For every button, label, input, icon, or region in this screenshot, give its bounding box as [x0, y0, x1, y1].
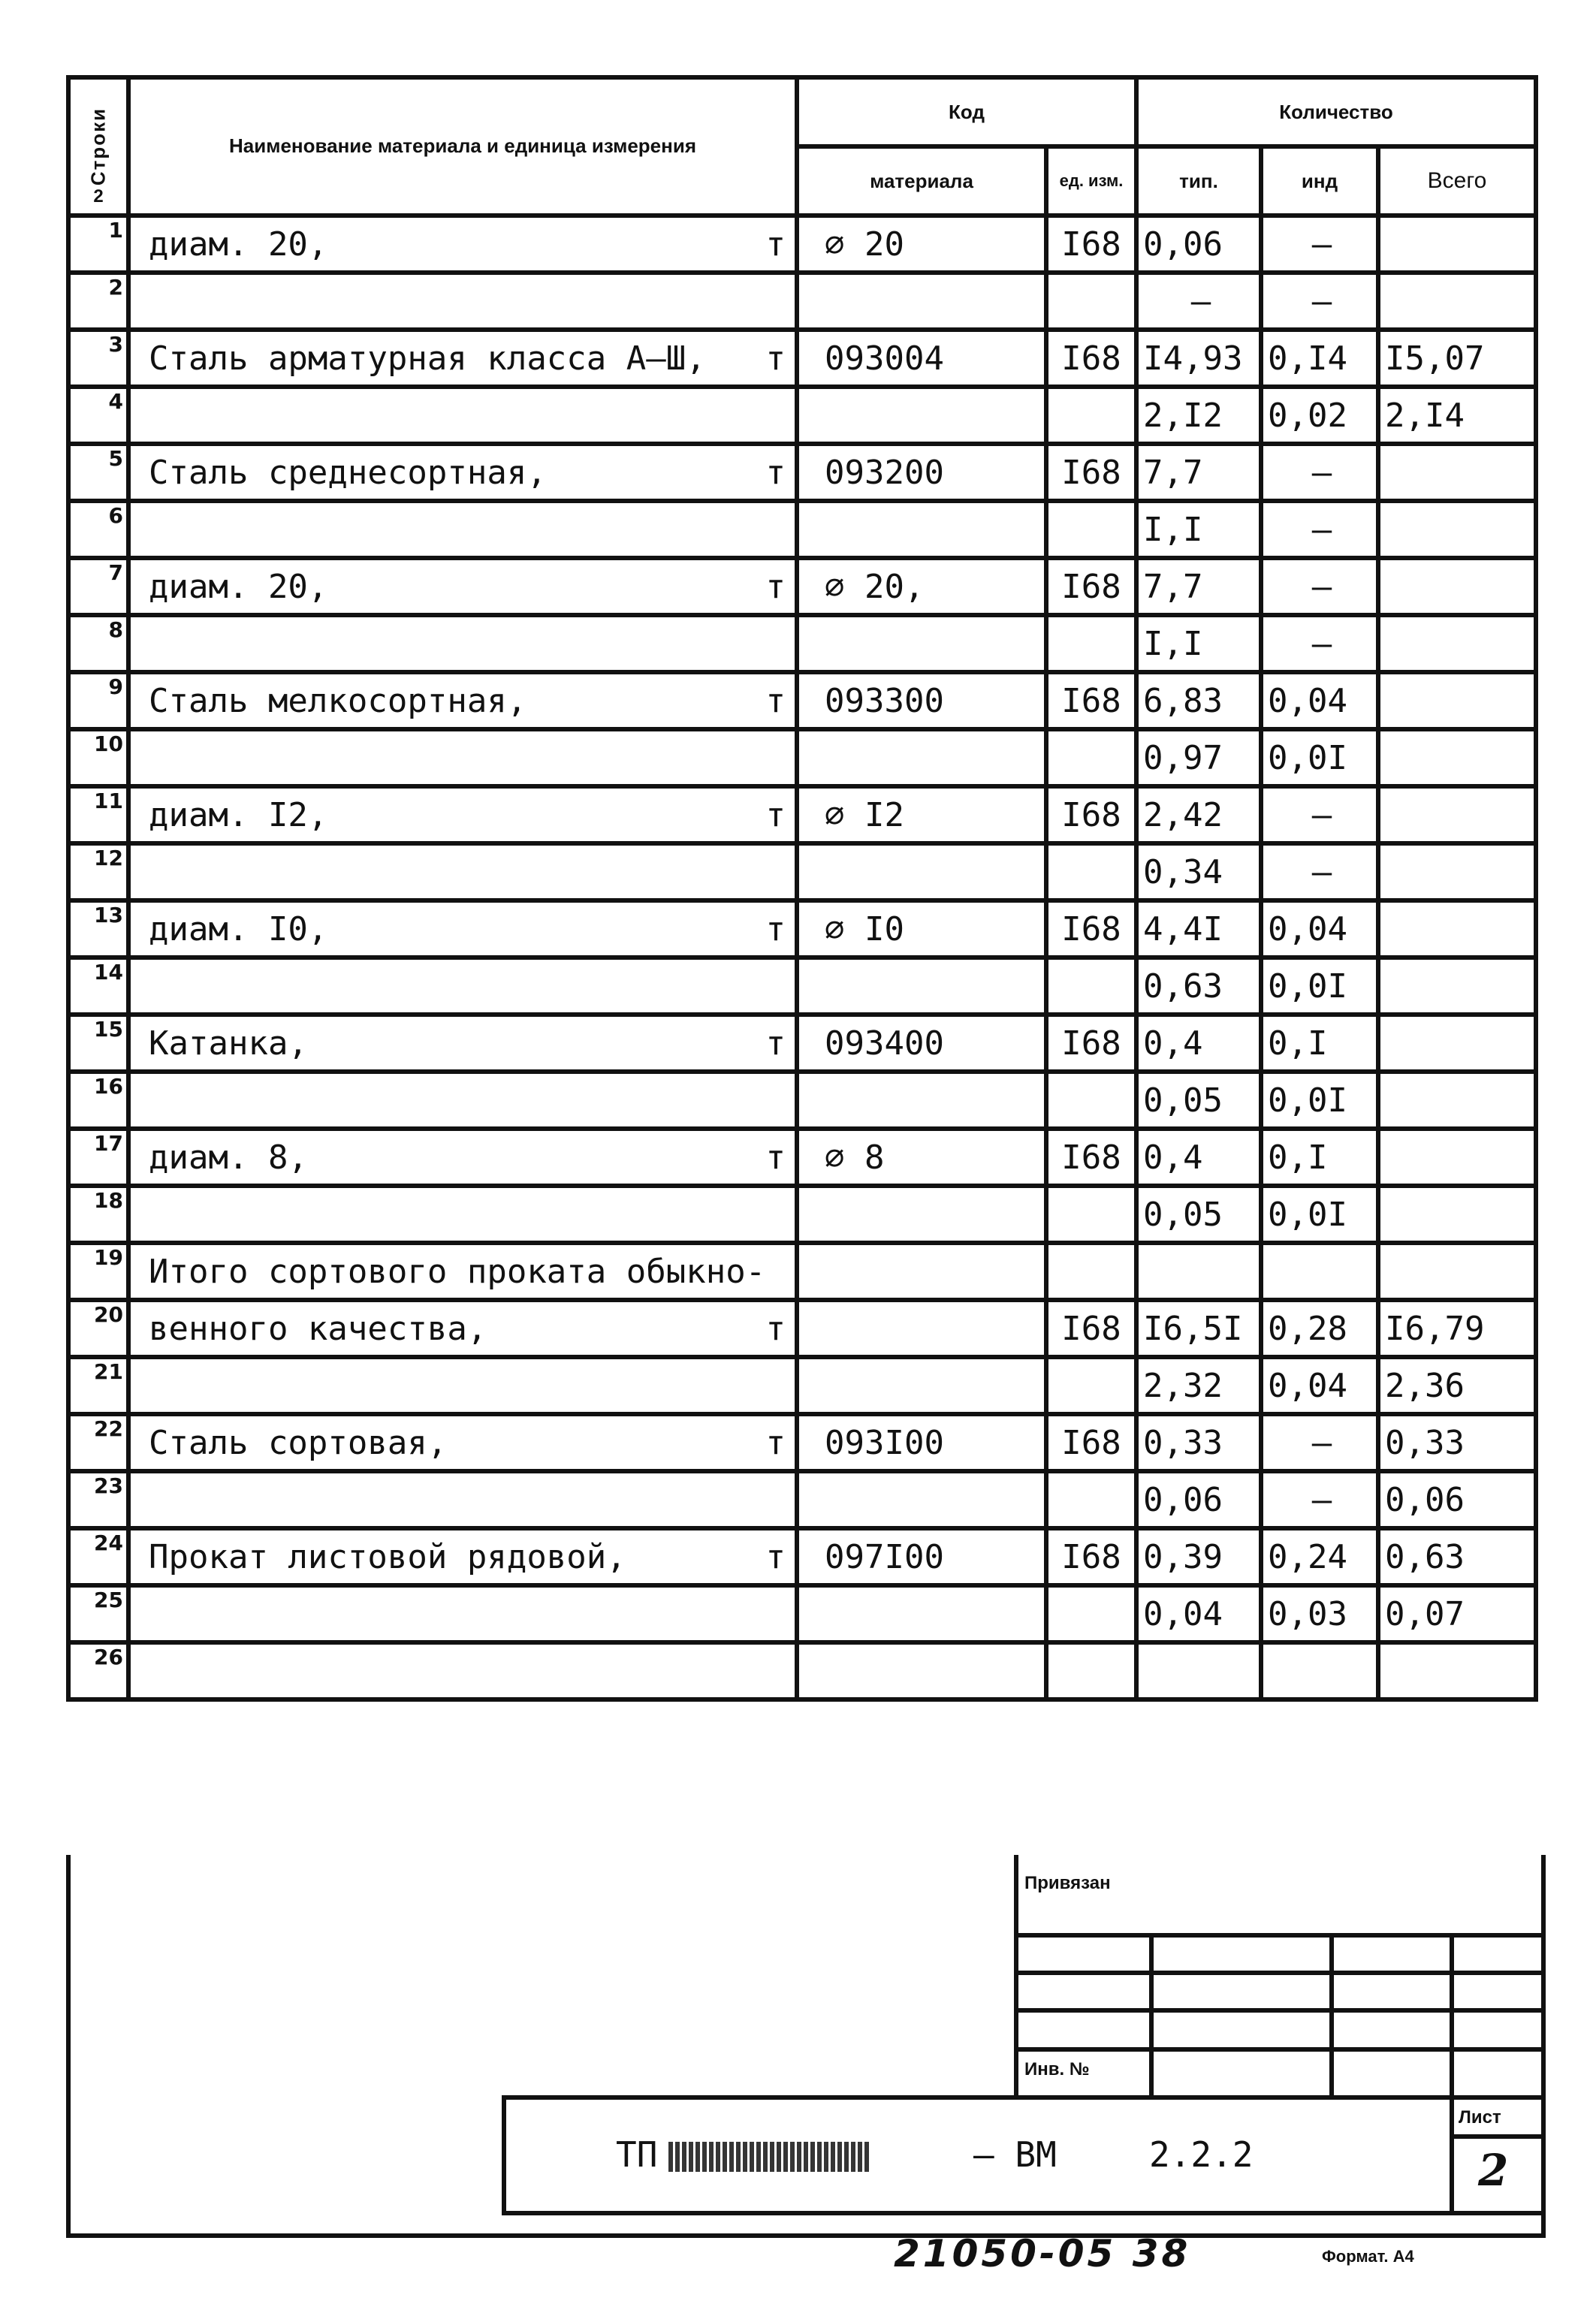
material-code: [797, 615, 1046, 672]
unit-code: [1046, 1243, 1136, 1300]
qty-ind: –: [1261, 615, 1378, 672]
material-name-cell: [128, 387, 797, 444]
qty-ind: 0,28: [1261, 1300, 1378, 1357]
row-number: 6: [68, 501, 128, 558]
qty-total: [1378, 1243, 1536, 1300]
material-code: [797, 273, 1046, 330]
table-row: [68, 957, 1536, 1015]
material-code: [797, 1072, 1046, 1129]
qty-typ: 2,I2: [1136, 387, 1261, 444]
material-name: Прокат листовой рядовой,: [149, 1537, 626, 1576]
material-code: [797, 501, 1046, 558]
row-number: 2: [68, 273, 128, 330]
row-number: 14: [68, 957, 128, 1015]
unit-code: I68: [1046, 900, 1136, 957]
table-row: [68, 216, 1536, 273]
qty-typ: 0,63: [1136, 957, 1261, 1015]
qty-typ: 0,34: [1136, 843, 1261, 900]
material-code: 093200: [797, 444, 1046, 501]
table-body: [68, 216, 1536, 1699]
row-number: 21: [68, 1357, 128, 1414]
table-row: [68, 900, 1536, 957]
sheet-label: Лист: [1459, 2107, 1501, 2128]
qty-typ: 0,04: [1136, 1585, 1261, 1642]
material-code: [797, 1357, 1046, 1414]
material-name-cell: [128, 672, 797, 729]
attach-vline-1: [1149, 1933, 1154, 2095]
material-code: [797, 1471, 1046, 1528]
material-name-wrap: [149, 1538, 795, 1576]
table-row: [68, 843, 1536, 900]
row-number: 13: [68, 900, 128, 957]
row-number: 12: [68, 843, 128, 900]
unit-code: [1046, 843, 1136, 900]
qty-ind: 0,I: [1261, 1129, 1378, 1186]
qty-total: [1378, 786, 1536, 843]
material-code: [797, 729, 1046, 786]
material-code: [797, 1300, 1046, 1357]
qty-typ: 7,7: [1136, 558, 1261, 615]
material-unit: т: [765, 681, 786, 720]
unit-code: I68: [1046, 558, 1136, 615]
material-code: ∅ I2: [797, 786, 1046, 843]
quantity-group-header: Количество: [1136, 77, 1536, 146]
unit-code: [1046, 1585, 1136, 1642]
material-code: [797, 1243, 1046, 1300]
material-code: [797, 843, 1046, 900]
material-name: диам. 20,: [149, 225, 328, 264]
material-name-cell: [128, 1585, 797, 1642]
material-unit: т: [765, 225, 786, 264]
qty-ind: 0,04: [1261, 900, 1378, 957]
qty-total: [1378, 1015, 1536, 1072]
qty-typ: 0,06: [1136, 1471, 1261, 1528]
material-name-cell: [128, 1129, 797, 1186]
qty-total: [1378, 1129, 1536, 1186]
qty-typ: 2,42: [1136, 786, 1261, 843]
unit-code: [1046, 1471, 1136, 1528]
row-number: 22: [68, 1414, 128, 1471]
material-code: [797, 957, 1046, 1015]
qty-total: [1378, 957, 1536, 1015]
qty-total: 2,36: [1378, 1357, 1536, 1414]
qty-typ: 0,33: [1136, 1414, 1261, 1471]
row-number: 23: [68, 1471, 128, 1528]
row-number: 20: [68, 1300, 128, 1357]
qty-ind: [1261, 1642, 1378, 1699]
material-name-header: Наименование материала и единица измерения: [128, 77, 797, 216]
row-number: 7: [68, 558, 128, 615]
unit-code: I68: [1046, 444, 1136, 501]
table-row: [68, 615, 1536, 672]
qty-typ: I4,93: [1136, 330, 1261, 387]
table-row: [68, 273, 1536, 330]
material-name-cell: [128, 1528, 797, 1585]
row-number: 3: [68, 330, 128, 387]
table-row: [68, 729, 1536, 786]
material-name: диам. I0,: [149, 909, 328, 948]
material-name-cell: [128, 501, 797, 558]
qty-total: [1378, 501, 1536, 558]
material-name-cell: [128, 1414, 797, 1471]
material-code: [797, 387, 1046, 444]
unit-code: I68: [1046, 1129, 1136, 1186]
material-name: венного качества,: [149, 1309, 487, 1348]
material-code: ∅ 20,: [797, 558, 1046, 615]
qty-ind: –: [1261, 786, 1378, 843]
qty-typ: 2,32: [1136, 1357, 1261, 1414]
table-row: [68, 1414, 1536, 1471]
qty-total: [1378, 216, 1536, 273]
qty-total: [1378, 729, 1536, 786]
qty-ind-header: инд: [1261, 146, 1378, 216]
row-number: 9: [68, 672, 128, 729]
qty-ind: –: [1261, 501, 1378, 558]
qty-total: [1378, 615, 1536, 672]
unit-code: I68: [1046, 216, 1136, 273]
material-unit: т: [765, 1138, 786, 1177]
unit-code: [1046, 273, 1136, 330]
material-code: 093004: [797, 330, 1046, 387]
material-unit: т: [765, 339, 786, 378]
unit-code: [1046, 1072, 1136, 1129]
qty-typ: 0,06: [1136, 216, 1261, 273]
qty-total: 0,06: [1378, 1471, 1536, 1528]
attach-rule-3: [1014, 2008, 1546, 2013]
qty-total: I6,79: [1378, 1300, 1536, 1357]
material-code: ∅ 8: [797, 1129, 1046, 1186]
material-unit: т: [765, 1309, 786, 1348]
material-name-cell: [128, 1642, 797, 1699]
document-code-redacted: [668, 2142, 871, 2172]
unit-code: [1046, 957, 1136, 1015]
material-name: Сталь арматурная класса А–Ш,: [149, 339, 706, 378]
unit-code: [1046, 1642, 1136, 1699]
qty-ind: 0,I: [1261, 1015, 1378, 1072]
unit-code: I68: [1046, 1300, 1136, 1357]
qty-typ: I,I: [1136, 501, 1261, 558]
qty-total: 0,63: [1378, 1528, 1536, 1585]
material-code: ∅ I0: [797, 900, 1046, 957]
material-name: диам. 8,: [149, 1138, 308, 1177]
material-code: [797, 1642, 1046, 1699]
qty-total-header: Всего: [1378, 146, 1536, 216]
material-name-cell: [128, 1072, 797, 1129]
attach-rule-4: [1014, 2047, 1546, 2052]
title-sheet-divider: [1450, 2095, 1454, 2215]
row-number: 19: [68, 1243, 128, 1300]
qty-typ: 6,83: [1136, 672, 1261, 729]
unit-code: [1046, 1186, 1136, 1243]
material-name-cell: [128, 444, 797, 501]
table-row: [68, 1072, 1536, 1129]
qty-total: [1378, 558, 1536, 615]
row-number: 10: [68, 729, 128, 786]
material-name-cell: [128, 900, 797, 957]
material-unit: т: [765, 909, 786, 948]
row-number: 17: [68, 1129, 128, 1186]
material-name: Итого сортового проката обыкно-: [149, 1252, 766, 1291]
qty-ind: 0,04: [1261, 672, 1378, 729]
material-name-cell: [128, 1357, 797, 1414]
material-name: диам. I2,: [149, 795, 328, 834]
qty-ind: –: [1261, 1414, 1378, 1471]
unit-code: [1046, 501, 1136, 558]
attach-rule-2: [1014, 1971, 1546, 1975]
row-number: 18: [68, 1186, 128, 1243]
qty-ind: 0,02: [1261, 387, 1378, 444]
material-name-cell: [128, 1471, 797, 1528]
material-name-cell: [128, 1300, 797, 1357]
unit-code: I68: [1046, 786, 1136, 843]
table-row: [68, 501, 1536, 558]
qty-typ: 4,4I: [1136, 900, 1261, 957]
qty-typ-header: тип.: [1136, 146, 1261, 216]
unit-code: I68: [1046, 330, 1136, 387]
qty-typ: [1136, 1243, 1261, 1300]
qty-typ: 0,4: [1136, 1129, 1261, 1186]
qty-total: 0,33: [1378, 1414, 1536, 1471]
table-row: [68, 672, 1536, 729]
qty-ind: 0,0I: [1261, 957, 1378, 1015]
material-name-cell: [128, 330, 797, 387]
table-row: [68, 1585, 1536, 1642]
material-code: 097I00: [797, 1528, 1046, 1585]
qty-total: 0,07: [1378, 1585, 1536, 1642]
table-row: [68, 387, 1536, 444]
qty-total: [1378, 1186, 1536, 1243]
material-name-wrap: [149, 682, 795, 720]
materials-table: [66, 75, 1538, 1702]
material-name: Сталь сортовая,: [149, 1423, 448, 1462]
material-name-wrap: [149, 339, 795, 378]
qty-ind: –: [1261, 273, 1378, 330]
row-number: 24: [68, 1528, 128, 1585]
qty-total: [1378, 444, 1536, 501]
attach-vline-2: [1329, 1933, 1334, 2095]
document-code-number: 2.2.2: [1149, 2134, 1254, 2175]
material-unit: т: [765, 1537, 786, 1576]
table-row: [68, 1357, 1536, 1414]
material-name-wrap: [149, 1138, 795, 1177]
material-unit: т: [765, 453, 786, 492]
row-number: 11: [68, 786, 128, 843]
material-unit: т: [765, 1423, 786, 1462]
material-name-wrap: [149, 796, 795, 834]
unit-code: I68: [1046, 1015, 1136, 1072]
qty-ind: –: [1261, 843, 1378, 900]
qty-typ: [1136, 1642, 1261, 1699]
table-row: [68, 1186, 1536, 1243]
format-label: Формат. А4: [1322, 2247, 1414, 2266]
code-group-header: Код: [797, 77, 1136, 146]
qty-ind: 0,0I: [1261, 1186, 1378, 1243]
qty-total: I5,07: [1378, 330, 1536, 387]
material-name-cell: [128, 615, 797, 672]
unit-code: [1046, 1357, 1136, 1414]
table-row: [68, 558, 1536, 615]
material-name-wrap: [149, 910, 795, 948]
material-name: Катанка,: [149, 1024, 308, 1063]
qty-typ: I6,5I: [1136, 1300, 1261, 1357]
table-row: [68, 786, 1536, 843]
table-row: [68, 330, 1536, 387]
material-name-wrap: [149, 225, 795, 264]
material-code: [797, 1585, 1046, 1642]
qty-ind: 0,04: [1261, 1357, 1378, 1414]
material-name-cell: [128, 786, 797, 843]
qty-ind: 0,0I: [1261, 729, 1378, 786]
qty-total: [1378, 1642, 1536, 1699]
qty-total: 2,I4: [1378, 387, 1536, 444]
table-row: [68, 1243, 1536, 1300]
qty-total: [1378, 672, 1536, 729]
attach-vline-3: [1450, 1933, 1454, 2095]
material-name-cell: [128, 1243, 797, 1300]
material-name-wrap: [149, 1024, 795, 1063]
unit-code: I68: [1046, 1528, 1136, 1585]
unit-code-header: ед. изм.: [1046, 146, 1136, 216]
material-code: 093300: [797, 672, 1046, 729]
material-code-header: материала: [797, 146, 1046, 216]
row-number: 16: [68, 1072, 128, 1129]
unit-code: [1046, 615, 1136, 672]
qty-ind: –: [1261, 558, 1378, 615]
qty-ind: [1261, 1243, 1378, 1300]
material-name-wrap: [149, 454, 795, 492]
attach-rule-1: [1014, 1933, 1546, 1938]
qty-total: [1378, 843, 1536, 900]
table-row: [68, 1528, 1536, 1585]
qty-typ: I,I: [1136, 615, 1261, 672]
table-row: [68, 1129, 1536, 1186]
qty-total: [1378, 1072, 1536, 1129]
unit-code: [1046, 729, 1136, 786]
material-name-cell: [128, 729, 797, 786]
material-unit: т: [765, 567, 786, 606]
qty-ind: 0,24: [1261, 1528, 1378, 1585]
inventory-number-label: Инв. №: [1024, 2059, 1090, 2079]
unit-code: I68: [1046, 1414, 1136, 1471]
row-number: 25: [68, 1585, 128, 1642]
sheet-number: 2: [1478, 2145, 1509, 2196]
row-number: 4: [68, 387, 128, 444]
material-name-cell: [128, 957, 797, 1015]
qty-ind: –: [1261, 444, 1378, 501]
row-number: 26: [68, 1642, 128, 1699]
title-sheet-hrule: [1450, 2134, 1546, 2139]
document-code-suffix: – ВМ: [973, 2134, 1057, 2175]
material-name-cell: [128, 558, 797, 615]
material-name-cell: [128, 273, 797, 330]
material-name-cell: [128, 1015, 797, 1072]
qty-typ: 0,97: [1136, 729, 1261, 786]
material-unit: т: [765, 1024, 786, 1063]
material-name: Сталь мелкосортная,: [149, 681, 527, 720]
qty-total: [1378, 900, 1536, 957]
material-name-cell: [128, 843, 797, 900]
qty-total: [1378, 273, 1536, 330]
table-row: [68, 1300, 1536, 1357]
qty-ind: 0,03: [1261, 1585, 1378, 1642]
row-number: 1: [68, 216, 128, 273]
qty-ind: –: [1261, 216, 1378, 273]
qty-ind: 0,I4: [1261, 330, 1378, 387]
material-name-wrap: [149, 1424, 795, 1462]
qty-ind: 0,0I: [1261, 1072, 1378, 1129]
material-name-cell: [128, 1186, 797, 1243]
material-name-wrap: [149, 1310, 795, 1348]
row-number: 5: [68, 444, 128, 501]
table-row: [68, 444, 1536, 501]
material-code: [797, 1186, 1046, 1243]
row-number-header-label: Строки: [86, 107, 110, 186]
document-code-prefix: ТП: [616, 2134, 658, 2175]
material-name-cell: [128, 216, 797, 273]
table-row: [68, 1015, 1536, 1072]
qty-typ: 0,39: [1136, 1528, 1261, 1585]
qty-ind: –: [1261, 1471, 1378, 1528]
material-code: ∅ 20: [797, 216, 1046, 273]
table-row: [68, 1471, 1536, 1528]
qty-typ: 0,05: [1136, 1186, 1261, 1243]
registration-stamp: 21050-05 38: [894, 2232, 1191, 2275]
qty-typ: –: [1136, 273, 1261, 330]
unit-code: I68: [1046, 672, 1136, 729]
row-number: 8: [68, 615, 128, 672]
row-number-header-mark: 2: [93, 186, 104, 207]
qty-typ: 0,05: [1136, 1072, 1261, 1129]
material-name-wrap: [149, 1253, 795, 1291]
material-name: диам. 20,: [149, 567, 328, 606]
qty-typ: 7,7: [1136, 444, 1261, 501]
unit-code: [1046, 387, 1136, 444]
material-unit: т: [765, 795, 786, 834]
material-code: 093400: [797, 1015, 1046, 1072]
qty-typ: 0,4: [1136, 1015, 1261, 1072]
row-number-header: [68, 77, 128, 216]
material-code: 093I00: [797, 1414, 1046, 1471]
attached-label: Привязан: [1024, 1873, 1111, 1893]
table-row: [68, 1642, 1536, 1699]
material-name: Сталь среднесортная,: [149, 453, 547, 492]
material-name-wrap: [149, 568, 795, 606]
row-number: 15: [68, 1015, 128, 1072]
